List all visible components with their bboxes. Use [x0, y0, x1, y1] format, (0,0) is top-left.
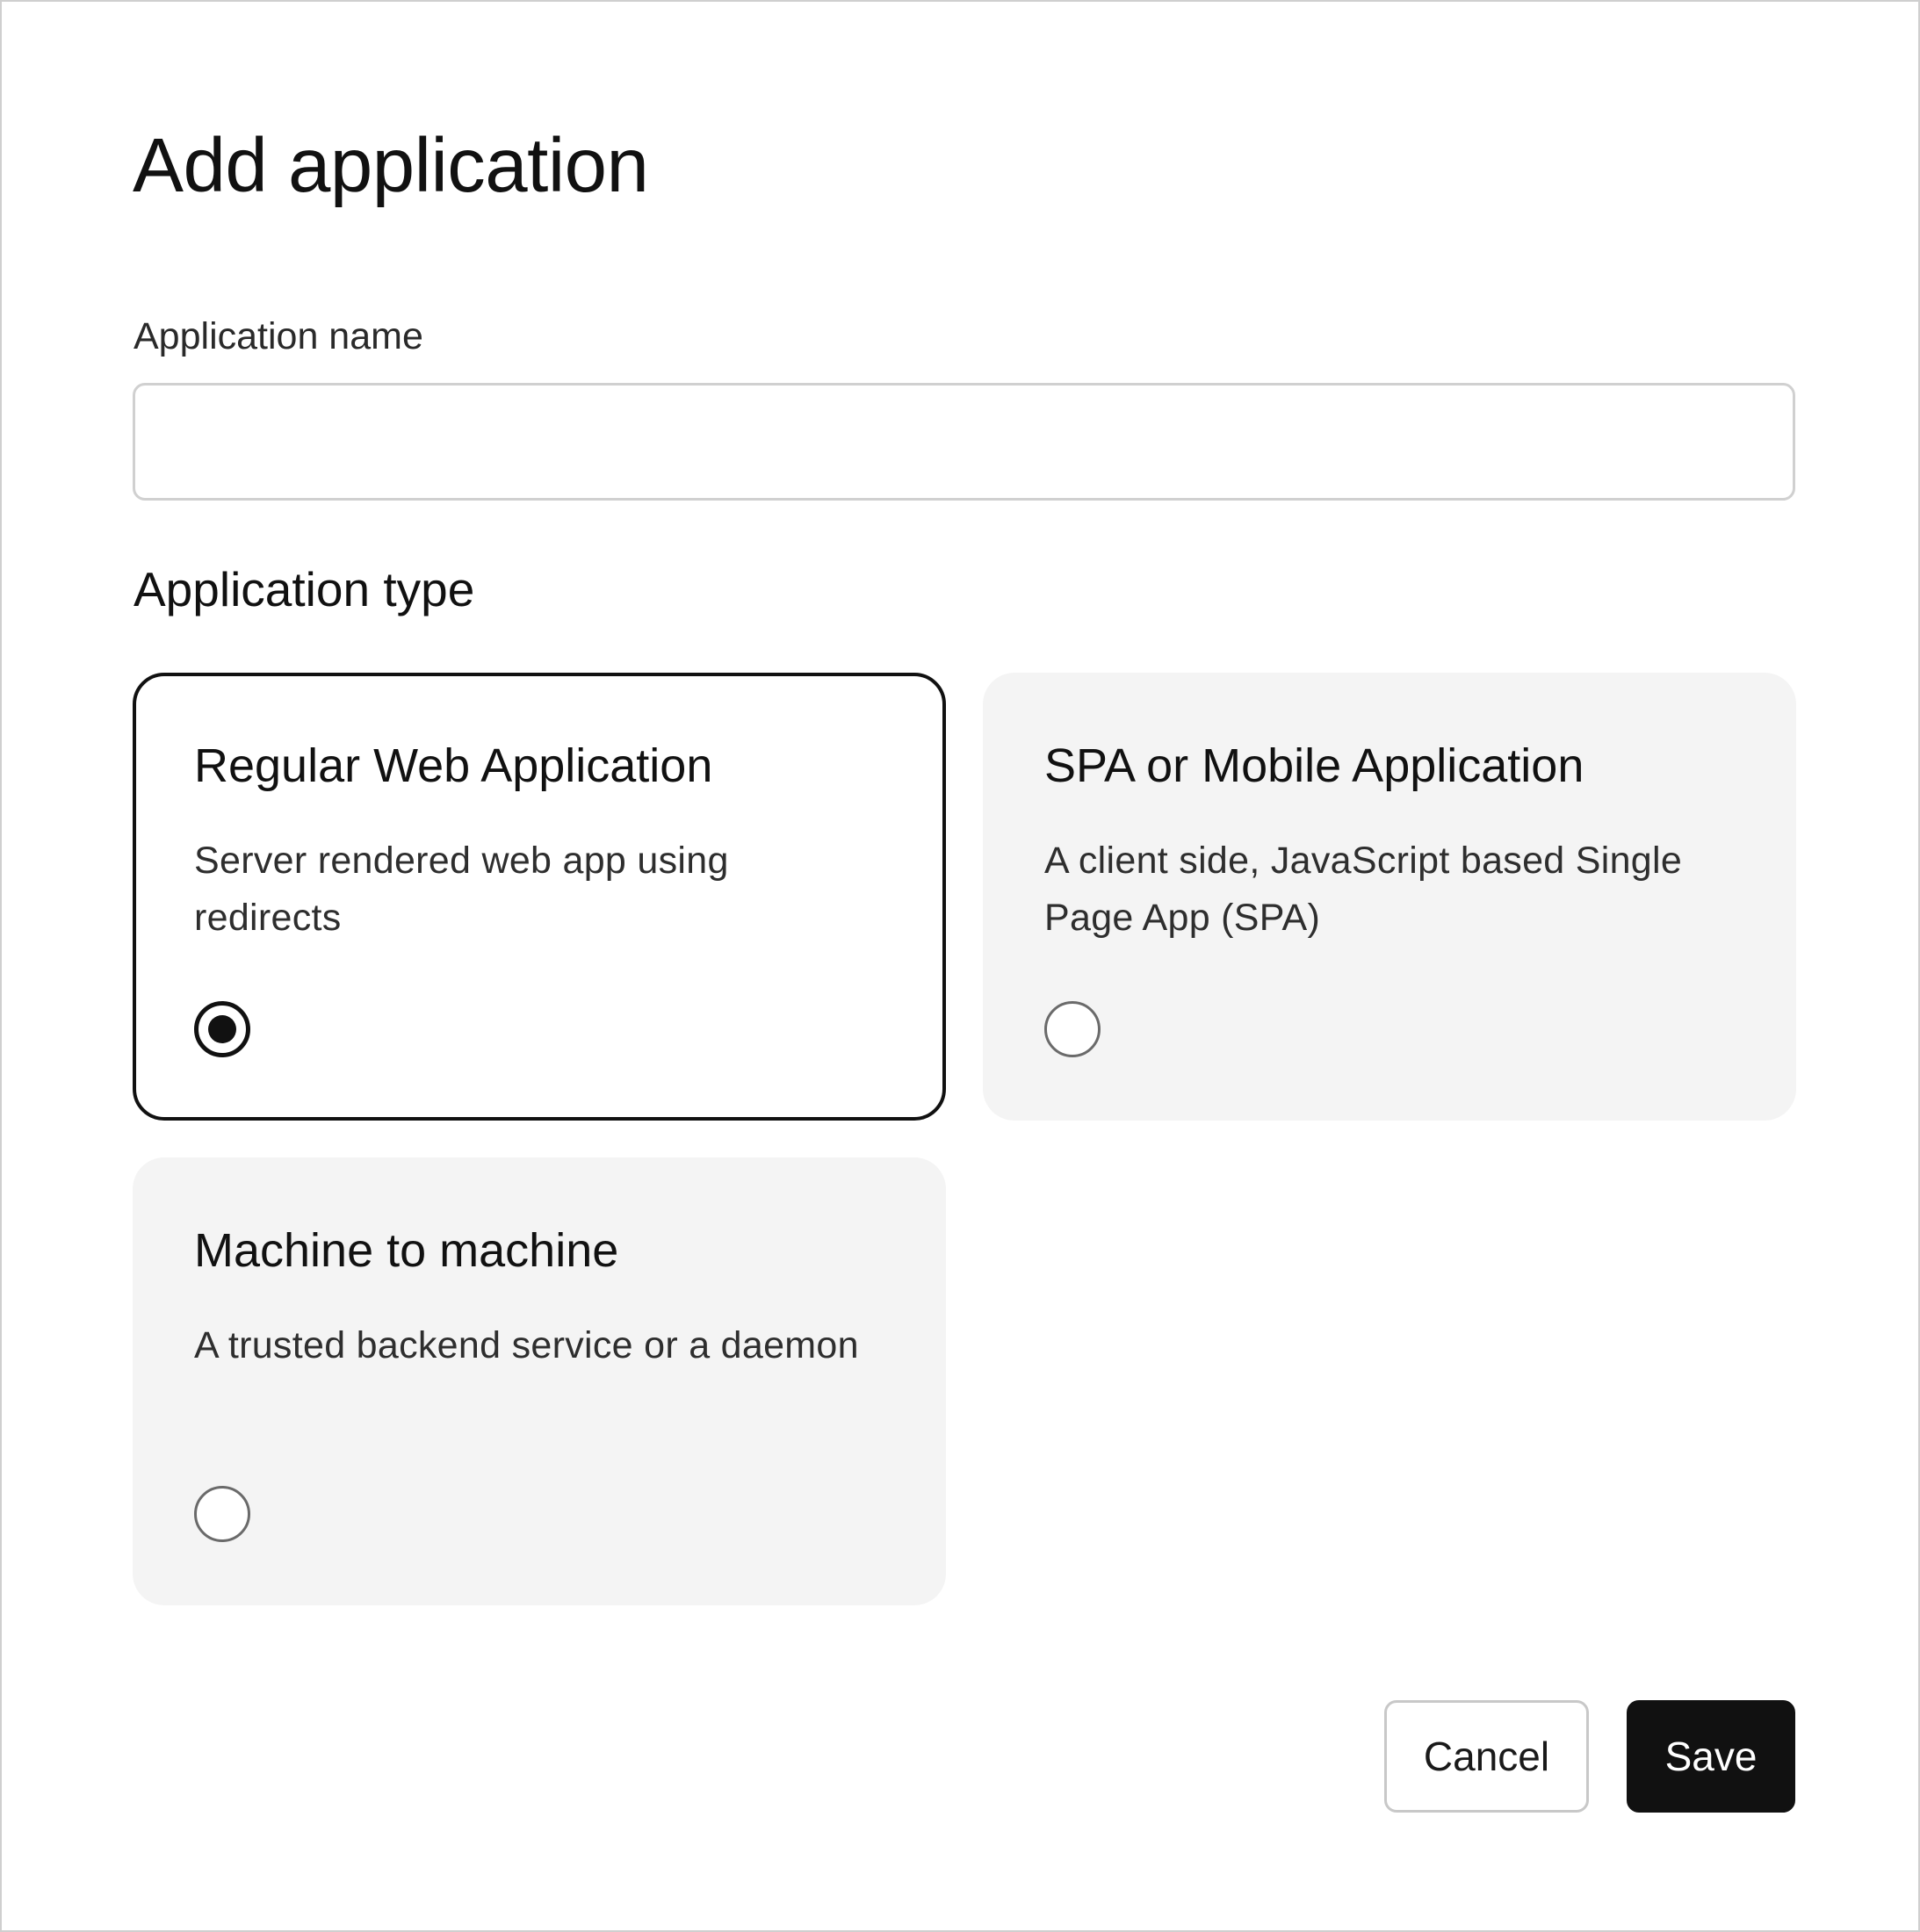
radio-button-selected[interactable] — [194, 1001, 250, 1057]
application-type-label: Application type — [134, 562, 475, 616]
option-description: A client side, JavaScript based Single Page App (SPA) — [1044, 840, 1683, 939]
save-button[interactable]: Save — [1627, 1700, 1795, 1813]
option-title: Regular Web Application — [194, 739, 713, 792]
option-card-machine-to-machine[interactable] — [133, 1157, 946, 1605]
application-name-input[interactable] — [133, 383, 1795, 501]
option-card-regular-web-application[interactable] — [133, 673, 946, 1121]
option-card-spa-or-mobile-application[interactable] — [983, 673, 1796, 1121]
cancel-button[interactable]: Cancel — [1384, 1700, 1589, 1813]
option-description: Server rendered web app using redirects — [194, 840, 729, 939]
option-title: Machine to machine — [194, 1224, 619, 1277]
option-title: SPA or Mobile Application — [1044, 739, 1584, 792]
dialog-title: Add application — [133, 123, 649, 208]
radio-button[interactable] — [194, 1486, 250, 1542]
radio-button[interactable] — [1044, 1001, 1101, 1057]
option-description: A trusted backend service or a daemon — [194, 1324, 859, 1366]
application-name-label: Application name — [134, 315, 423, 357]
